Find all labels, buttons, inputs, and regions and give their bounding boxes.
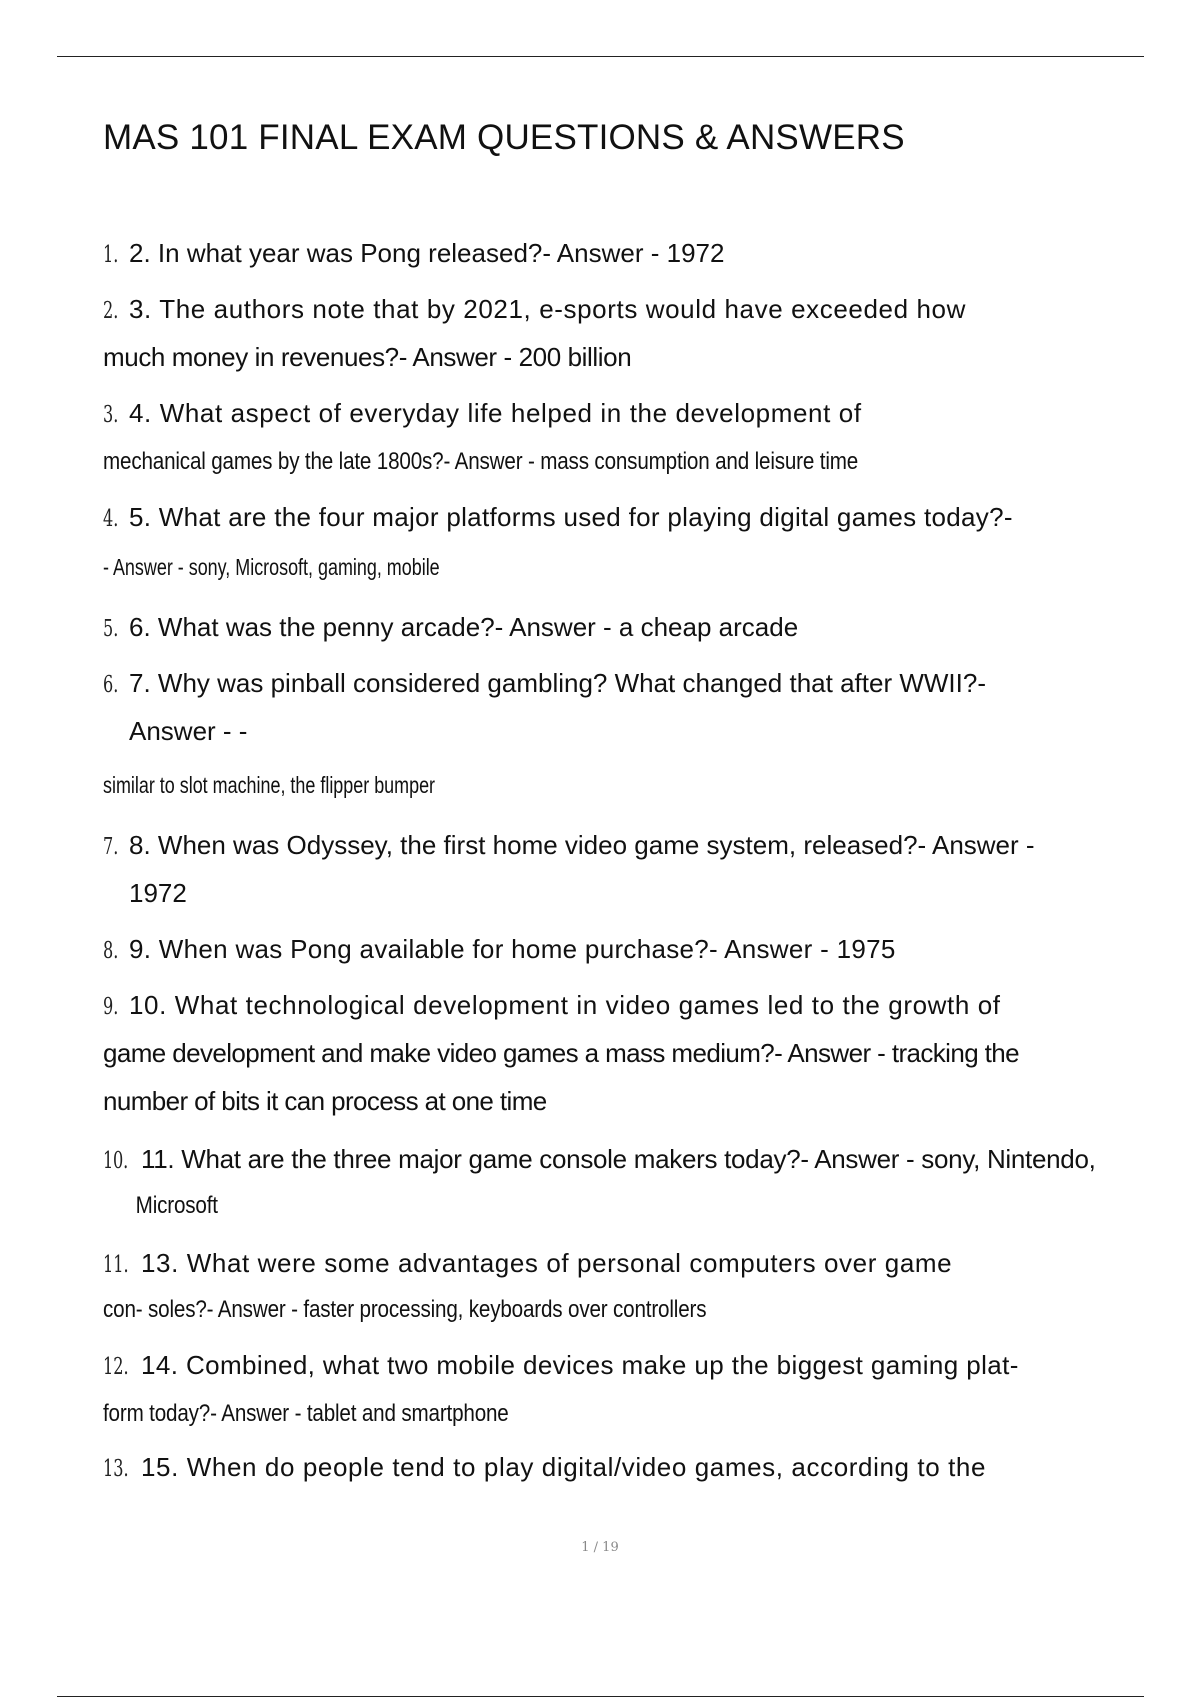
question-text-continued: mechanical games by the late 1800s?- Answer - mass consumption and leisure time — [103, 448, 859, 475]
question-text: 9. When was Pong available for home purchase?- Answer - 1975 — [129, 934, 896, 964]
answer-text: form today?- Answer - tablet and smartphone — [103, 1400, 509, 1427]
item-number: 6. — [103, 672, 119, 698]
question-text: 6. What was the penny arcade?- Answer - a cheap arcade — [129, 612, 799, 642]
item-number: 8. — [103, 938, 119, 964]
question-text: 8. When was Odyssey, the first home video game system, released?- Answer - — [129, 830, 1035, 860]
question-text: 5. What are the four major platforms used for playing digital games today?- — [129, 502, 1013, 532]
item-number: 4. — [103, 506, 119, 532]
answer-text: con- soles?- Answer - faster processing, keyboards over controllers — [103, 1296, 707, 1323]
answer-text: Microsoft — [135, 1192, 218, 1219]
item-number: 9. — [103, 994, 119, 1020]
question-text: 15. When do people tend to play digital/video games, according to the — [141, 1452, 987, 1482]
question-text: 2. In what year was Pong released?- Answer - 1972 — [129, 238, 725, 268]
page-number: 1 / 19 — [581, 1540, 619, 1555]
question-text-continued: much money in revenues?- Answer - 200 billion — [103, 342, 632, 372]
top-rule — [57, 56, 1144, 57]
question-text: 4. What aspect of everyday life helped in the development of — [129, 398, 862, 428]
question-text: 10. What technological development in video games led to the growth of — [129, 990, 1001, 1020]
item-number: 2. — [103, 298, 119, 324]
question-text-continued: game development and make video games a mass medium?- Answer - tracking the — [103, 1038, 1020, 1068]
item-number: 7. — [103, 834, 119, 860]
question-text: 13. What were some advantages of personal computers over game — [141, 1248, 953, 1278]
answer-text: 1972 — [129, 878, 187, 908]
item-number: 13. — [103, 1456, 129, 1482]
item-number: 11. — [103, 1252, 129, 1278]
question-text: 3. The authors note that by 2021, e-sports would have exceeded how — [129, 294, 966, 324]
question-text: 11. What are the three major game console makers today?- Answer - sony, Nintendo, — [141, 1144, 1096, 1174]
answer-text: - Answer - sony, Microsoft, gaming, mobile — [103, 554, 440, 580]
item-number: 3. — [103, 402, 119, 428]
answer-text: number of bits it can process at one time — [103, 1086, 547, 1116]
question-text: 7. Why was pinball considered gambling? What changed that after WWII?- — [129, 668, 986, 698]
answer-label: Answer - - — [129, 716, 248, 746]
question-text: 14. Combined, what two mobile devices make up the biggest gaming plat- — [141, 1350, 1019, 1380]
item-number: 1. — [103, 242, 119, 268]
answer-text: similar to slot machine, the flipper bumper — [103, 772, 436, 798]
bottom-rule — [57, 1696, 1144, 1697]
document-title: MAS 101 FINAL EXAM QUESTIONS & ANSWERS — [103, 118, 905, 157]
item-number: 10. — [103, 1148, 128, 1174]
item-number: 5. — [103, 616, 119, 642]
item-number: 12. — [103, 1354, 129, 1380]
